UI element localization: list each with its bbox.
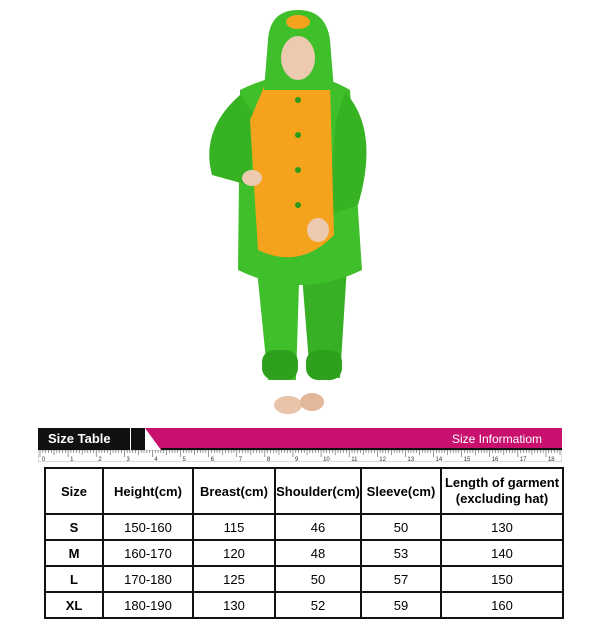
cell-breast: 115 <box>193 514 275 540</box>
cell-breast: 130 <box>193 592 275 618</box>
cell-height: 170-180 <box>103 566 193 592</box>
cell-length: 160 <box>441 592 563 618</box>
ruler-label: 18 <box>547 457 555 462</box>
table-header-row <box>45 468 563 514</box>
cell-size: M <box>45 540 103 566</box>
cell-breast: 120 <box>193 540 275 566</box>
cell-height: 160-170 <box>103 540 193 566</box>
ruler-label: 17 <box>519 457 527 462</box>
cell-length: 140 <box>441 540 563 566</box>
ruler-label: 4 <box>154 457 158 462</box>
size-table-label: Size Table <box>48 431 111 446</box>
header-length <box>441 468 563 514</box>
size-information-banner <box>131 428 562 450</box>
cell-shoulder: 48 <box>275 540 361 566</box>
cell-length: 150 <box>441 566 563 592</box>
ruler-label: 1 <box>70 457 74 462</box>
cell-size: XL <box>45 592 103 618</box>
costume-figure <box>209 10 366 414</box>
table-row <box>45 514 563 540</box>
cell-breast: 125 <box>193 566 275 592</box>
ruler-label: 9 <box>294 457 299 462</box>
table-row <box>45 540 563 566</box>
header-length-line1: Length of garment <box>444 475 560 490</box>
ruler-label: 16 <box>491 457 499 462</box>
ruler-label: 12 <box>379 457 386 462</box>
cell-height: 150-160 <box>103 514 193 540</box>
ruler-label: 13 <box>407 457 415 462</box>
header-breast: Breast(cm) <box>193 468 275 514</box>
ruler-background <box>38 450 562 462</box>
ruler-label: 5 <box>182 457 186 462</box>
header-size: Size <box>45 468 103 514</box>
size-table <box>44 467 564 619</box>
size-table-banner <box>38 428 130 450</box>
ruler <box>38 450 562 462</box>
cell-size: S <box>45 514 103 540</box>
ruler-label: 2 <box>98 457 102 462</box>
ruler-label: 3 <box>126 457 130 462</box>
cell-sleeve: 53 <box>361 540 441 566</box>
cell-size: L <box>45 566 103 592</box>
cell-sleeve: 59 <box>361 592 441 618</box>
ruler-label: 7 <box>238 457 243 462</box>
header-length-line2: (excluding hat) <box>455 491 549 506</box>
cell-shoulder: 50 <box>275 566 361 592</box>
ruler-label: 15 <box>463 457 471 462</box>
table-row <box>45 566 563 592</box>
ruler-label: 6 <box>210 457 214 462</box>
cell-sleeve: 50 <box>361 514 441 540</box>
table-row <box>45 592 563 618</box>
cell-height: 180-190 <box>103 592 193 618</box>
ruler-label: 14 <box>435 457 443 462</box>
ruler-label: 8 <box>266 457 271 462</box>
header-height: Height(cm) <box>103 468 193 514</box>
header-sleeve: Sleeve(cm) <box>361 468 441 514</box>
header-shoulder: Shoulder(cm) <box>275 468 361 514</box>
ruler-label: 10 <box>323 457 330 462</box>
ruler-label: 0 <box>42 457 46 462</box>
cell-shoulder: 46 <box>275 514 361 540</box>
cell-length: 130 <box>441 514 563 540</box>
ruler-label: 11 <box>351 457 358 462</box>
size-information-label: Size Informatiom <box>451 432 542 446</box>
cell-shoulder: 52 <box>275 592 361 618</box>
cell-sleeve: 57 <box>361 566 441 592</box>
